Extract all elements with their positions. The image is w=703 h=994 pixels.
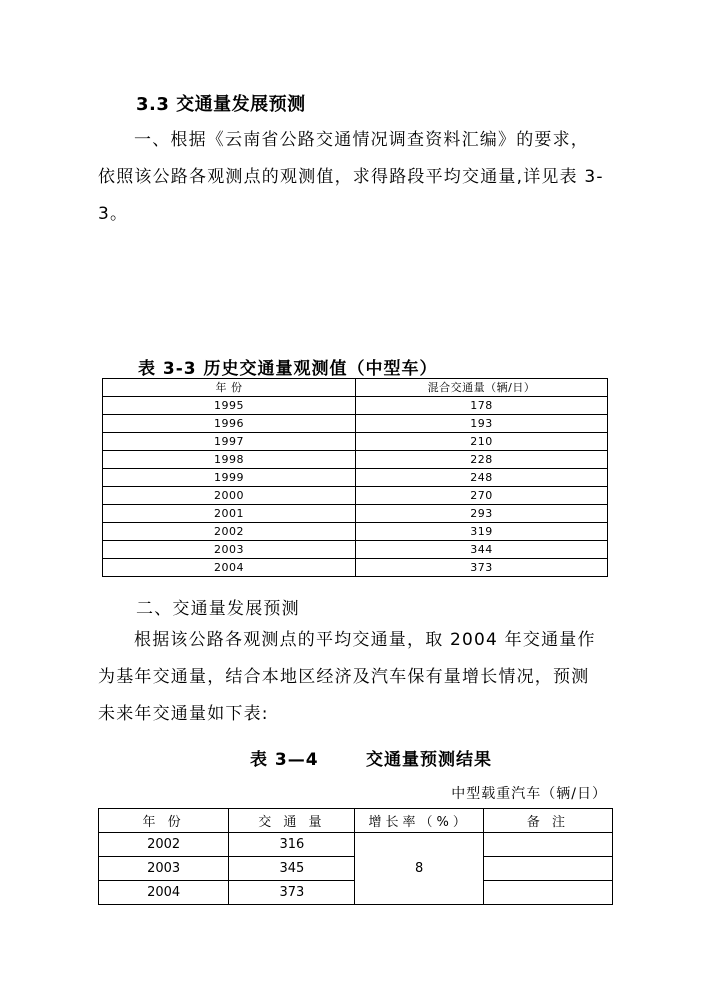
cell-volume: 344 [356,541,608,559]
cell-year: 1999 [103,469,356,487]
header-volume: 交 通 量 [229,809,355,833]
cell-growth-rate: 8 [355,833,483,905]
cell-year: 2000 [103,487,356,505]
paragraph-1: 一、根据《云南省公路交通情况调查资料汇编》的要求，依照该公路各观测点的观测值，求得路段平均交通量,详见表 3-3。 [98,130,604,224]
header-year: 年 份 [103,379,356,397]
cell-note [483,857,612,881]
table-3-4-label: 表 3—4 [250,750,319,770]
table-row [103,487,608,505]
table-3-4-unit: 中型载重汽车（辆/日） [451,786,607,802]
table-row [103,433,608,451]
cell-volume: 228 [356,451,608,469]
cell-year: 2002 [103,523,356,541]
table-row [103,523,608,541]
cell-year: 2001 [103,505,356,523]
table-row [103,469,608,487]
table-3-3-caption: 表 3-3 历史交通量观测值（中型车） [138,359,438,379]
header-notes: 备 注 [483,809,612,833]
cell-volume: 210 [356,433,608,451]
table-3-3 [102,378,608,577]
cell-year: 1995 [103,397,356,415]
table-header-row [103,379,608,397]
cell-year: 1998 [103,451,356,469]
table-header-row [99,809,613,833]
cell-volume: 178 [356,397,608,415]
cell-volume: 193 [356,415,608,433]
cell-year: 2003 [99,857,229,881]
cell-year: 2002 [99,833,229,857]
header-volume: 混合交通量（辆/日） [356,379,608,397]
cell-year: 2004 [99,881,229,905]
cell-note [483,833,612,857]
cell-volume: 270 [356,487,608,505]
subheading-2: 二、交通量发展预测 [136,599,300,619]
cell-year: 2003 [103,541,356,559]
cell-volume: 293 [356,505,608,523]
table-3-4-title: 交通量预测结果 [366,750,492,770]
header-growth-rate: 增长率（%） [355,809,483,833]
table-row [103,505,608,523]
cell-volume: 319 [356,523,608,541]
table-3-4 [98,808,613,905]
cell-year: 1996 [103,415,356,433]
cell-volume: 373 [356,559,608,577]
table-row [99,833,613,857]
cell-year: 1997 [103,433,356,451]
table-row [103,559,608,577]
cell-year: 2004 [103,559,356,577]
table-row [103,397,608,415]
table-row [103,451,608,469]
table-row [103,415,608,433]
header-year: 年 份 [99,809,229,833]
cell-volume: 345 [229,857,355,881]
table-row [103,541,608,559]
section-heading: 3.3 交通量发展预测 [136,94,306,115]
cell-note [483,881,612,905]
cell-volume: 373 [229,881,355,905]
paragraph-2: 根据该公路各观测点的平均交通量，取 2004 年交通量作为基年交通量，结合本地区经济及汽车保有量增长情况，预测未来年交通量如下表: [98,630,596,724]
cell-volume: 316 [229,833,355,857]
cell-volume: 248 [356,469,608,487]
